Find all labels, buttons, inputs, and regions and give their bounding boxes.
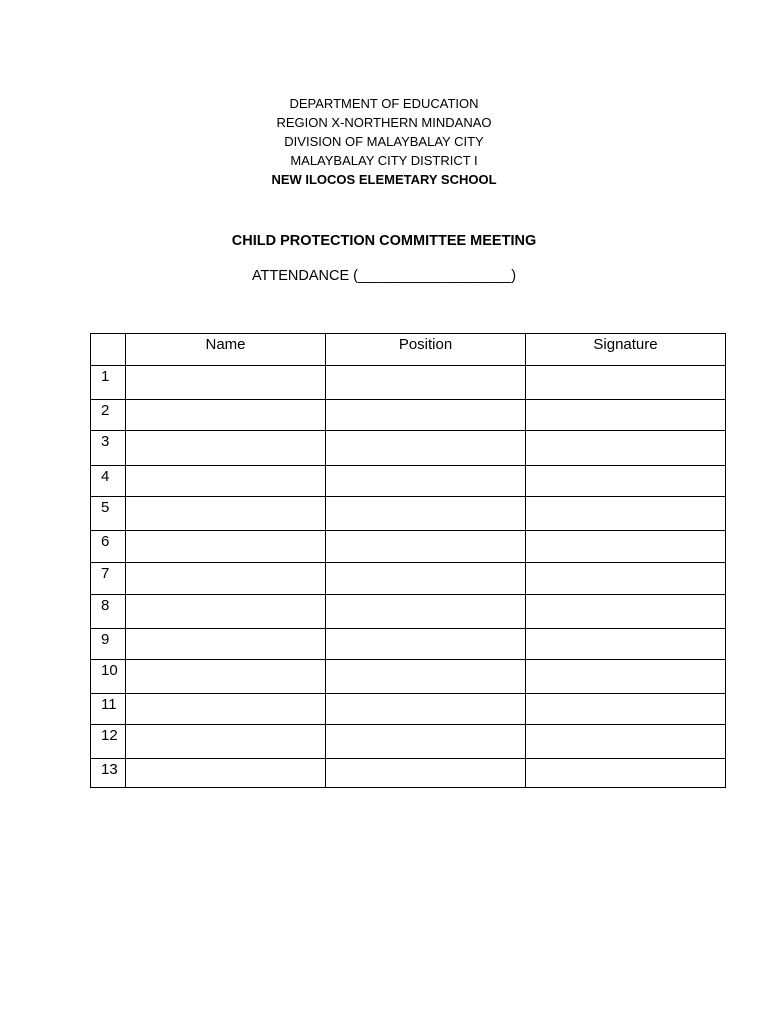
document-title: CHILD PROTECTION COMMITTEE MEETING: [231, 233, 537, 249]
row-number: 7: [91, 563, 126, 595]
table-row: [91, 531, 726, 563]
column-header-position: Position: [326, 334, 526, 366]
signature-cell[interactable]: [526, 694, 726, 725]
table-row: [91, 466, 726, 497]
name-cell[interactable]: [126, 431, 326, 466]
table-row: [91, 759, 726, 788]
header-division: DIVISION OF MALAYBALAY CITY: [284, 134, 484, 149]
header-district: MALAYBALAY CITY DISTRICT I: [290, 153, 478, 168]
name-cell[interactable]: [126, 629, 326, 660]
signature-cell[interactable]: [526, 595, 726, 629]
table-row: [91, 497, 726, 531]
header-department: DEPARTMENT OF EDUCATION: [289, 96, 479, 111]
table-row: [91, 694, 726, 725]
position-cell[interactable]: [326, 466, 526, 497]
name-cell[interactable]: [126, 694, 326, 725]
name-cell[interactable]: [126, 531, 326, 563]
position-cell[interactable]: [326, 431, 526, 466]
table-row: [91, 366, 726, 400]
row-number: 1: [91, 366, 126, 400]
row-number: 8: [91, 595, 126, 629]
position-cell[interactable]: [326, 497, 526, 531]
name-cell[interactable]: [126, 563, 326, 595]
document-header: [0, 94, 768, 189]
table-row: [91, 595, 726, 629]
signature-cell[interactable]: [526, 531, 726, 563]
signature-cell[interactable]: [526, 466, 726, 497]
attendance-table: [90, 333, 726, 788]
name-cell[interactable]: [126, 759, 326, 788]
position-cell[interactable]: [326, 759, 526, 788]
position-cell[interactable]: [326, 629, 526, 660]
signature-cell[interactable]: [526, 431, 726, 466]
row-number: 2: [91, 400, 126, 431]
header-school: NEW ILOCOS ELEMETARY SCHOOL: [271, 172, 497, 187]
position-cell[interactable]: [326, 400, 526, 431]
row-number: 5: [91, 497, 126, 531]
name-cell[interactable]: [126, 466, 326, 497]
table-row: [91, 725, 726, 759]
signature-cell[interactable]: [526, 660, 726, 694]
signature-cell[interactable]: [526, 366, 726, 400]
position-cell[interactable]: [326, 660, 526, 694]
attendance-line: ATTENDANCE (___________________): [251, 268, 517, 284]
name-cell[interactable]: [126, 595, 326, 629]
attendance-table-body: [91, 366, 726, 788]
position-cell[interactable]: [326, 531, 526, 563]
position-cell[interactable]: [326, 595, 526, 629]
signature-cell[interactable]: [526, 497, 726, 531]
row-number: 10: [91, 660, 126, 694]
signature-cell[interactable]: [526, 563, 726, 595]
row-number: 9: [91, 629, 126, 660]
table-row: [91, 629, 726, 660]
name-cell[interactable]: [126, 497, 326, 531]
row-number: 3: [91, 431, 126, 466]
row-number: 13: [91, 759, 126, 788]
position-cell[interactable]: [326, 725, 526, 759]
table-row: [91, 660, 726, 694]
row-number: 6: [91, 531, 126, 563]
name-cell[interactable]: [126, 725, 326, 759]
name-cell[interactable]: [126, 366, 326, 400]
position-cell[interactable]: [326, 366, 526, 400]
name-cell[interactable]: [126, 660, 326, 694]
attendance-table-container: [90, 333, 726, 788]
signature-cell[interactable]: [526, 400, 726, 431]
row-number: 11: [91, 694, 126, 725]
header-region: REGION X-NORTHERN MINDANAO: [276, 115, 492, 130]
position-cell[interactable]: [326, 694, 526, 725]
column-header-name: Name: [126, 334, 326, 366]
position-cell[interactable]: [326, 563, 526, 595]
signature-cell[interactable]: [526, 629, 726, 660]
signature-cell[interactable]: [526, 759, 726, 788]
table-header-row: [91, 334, 726, 366]
column-header-signature: Signature: [526, 334, 726, 366]
row-number: 12: [91, 725, 126, 759]
row-number: 4: [91, 466, 126, 497]
table-row: [91, 400, 726, 431]
column-header-number: [91, 334, 126, 366]
table-row: [91, 563, 726, 595]
name-cell[interactable]: [126, 400, 326, 431]
signature-cell[interactable]: [526, 725, 726, 759]
table-row: [91, 431, 726, 466]
